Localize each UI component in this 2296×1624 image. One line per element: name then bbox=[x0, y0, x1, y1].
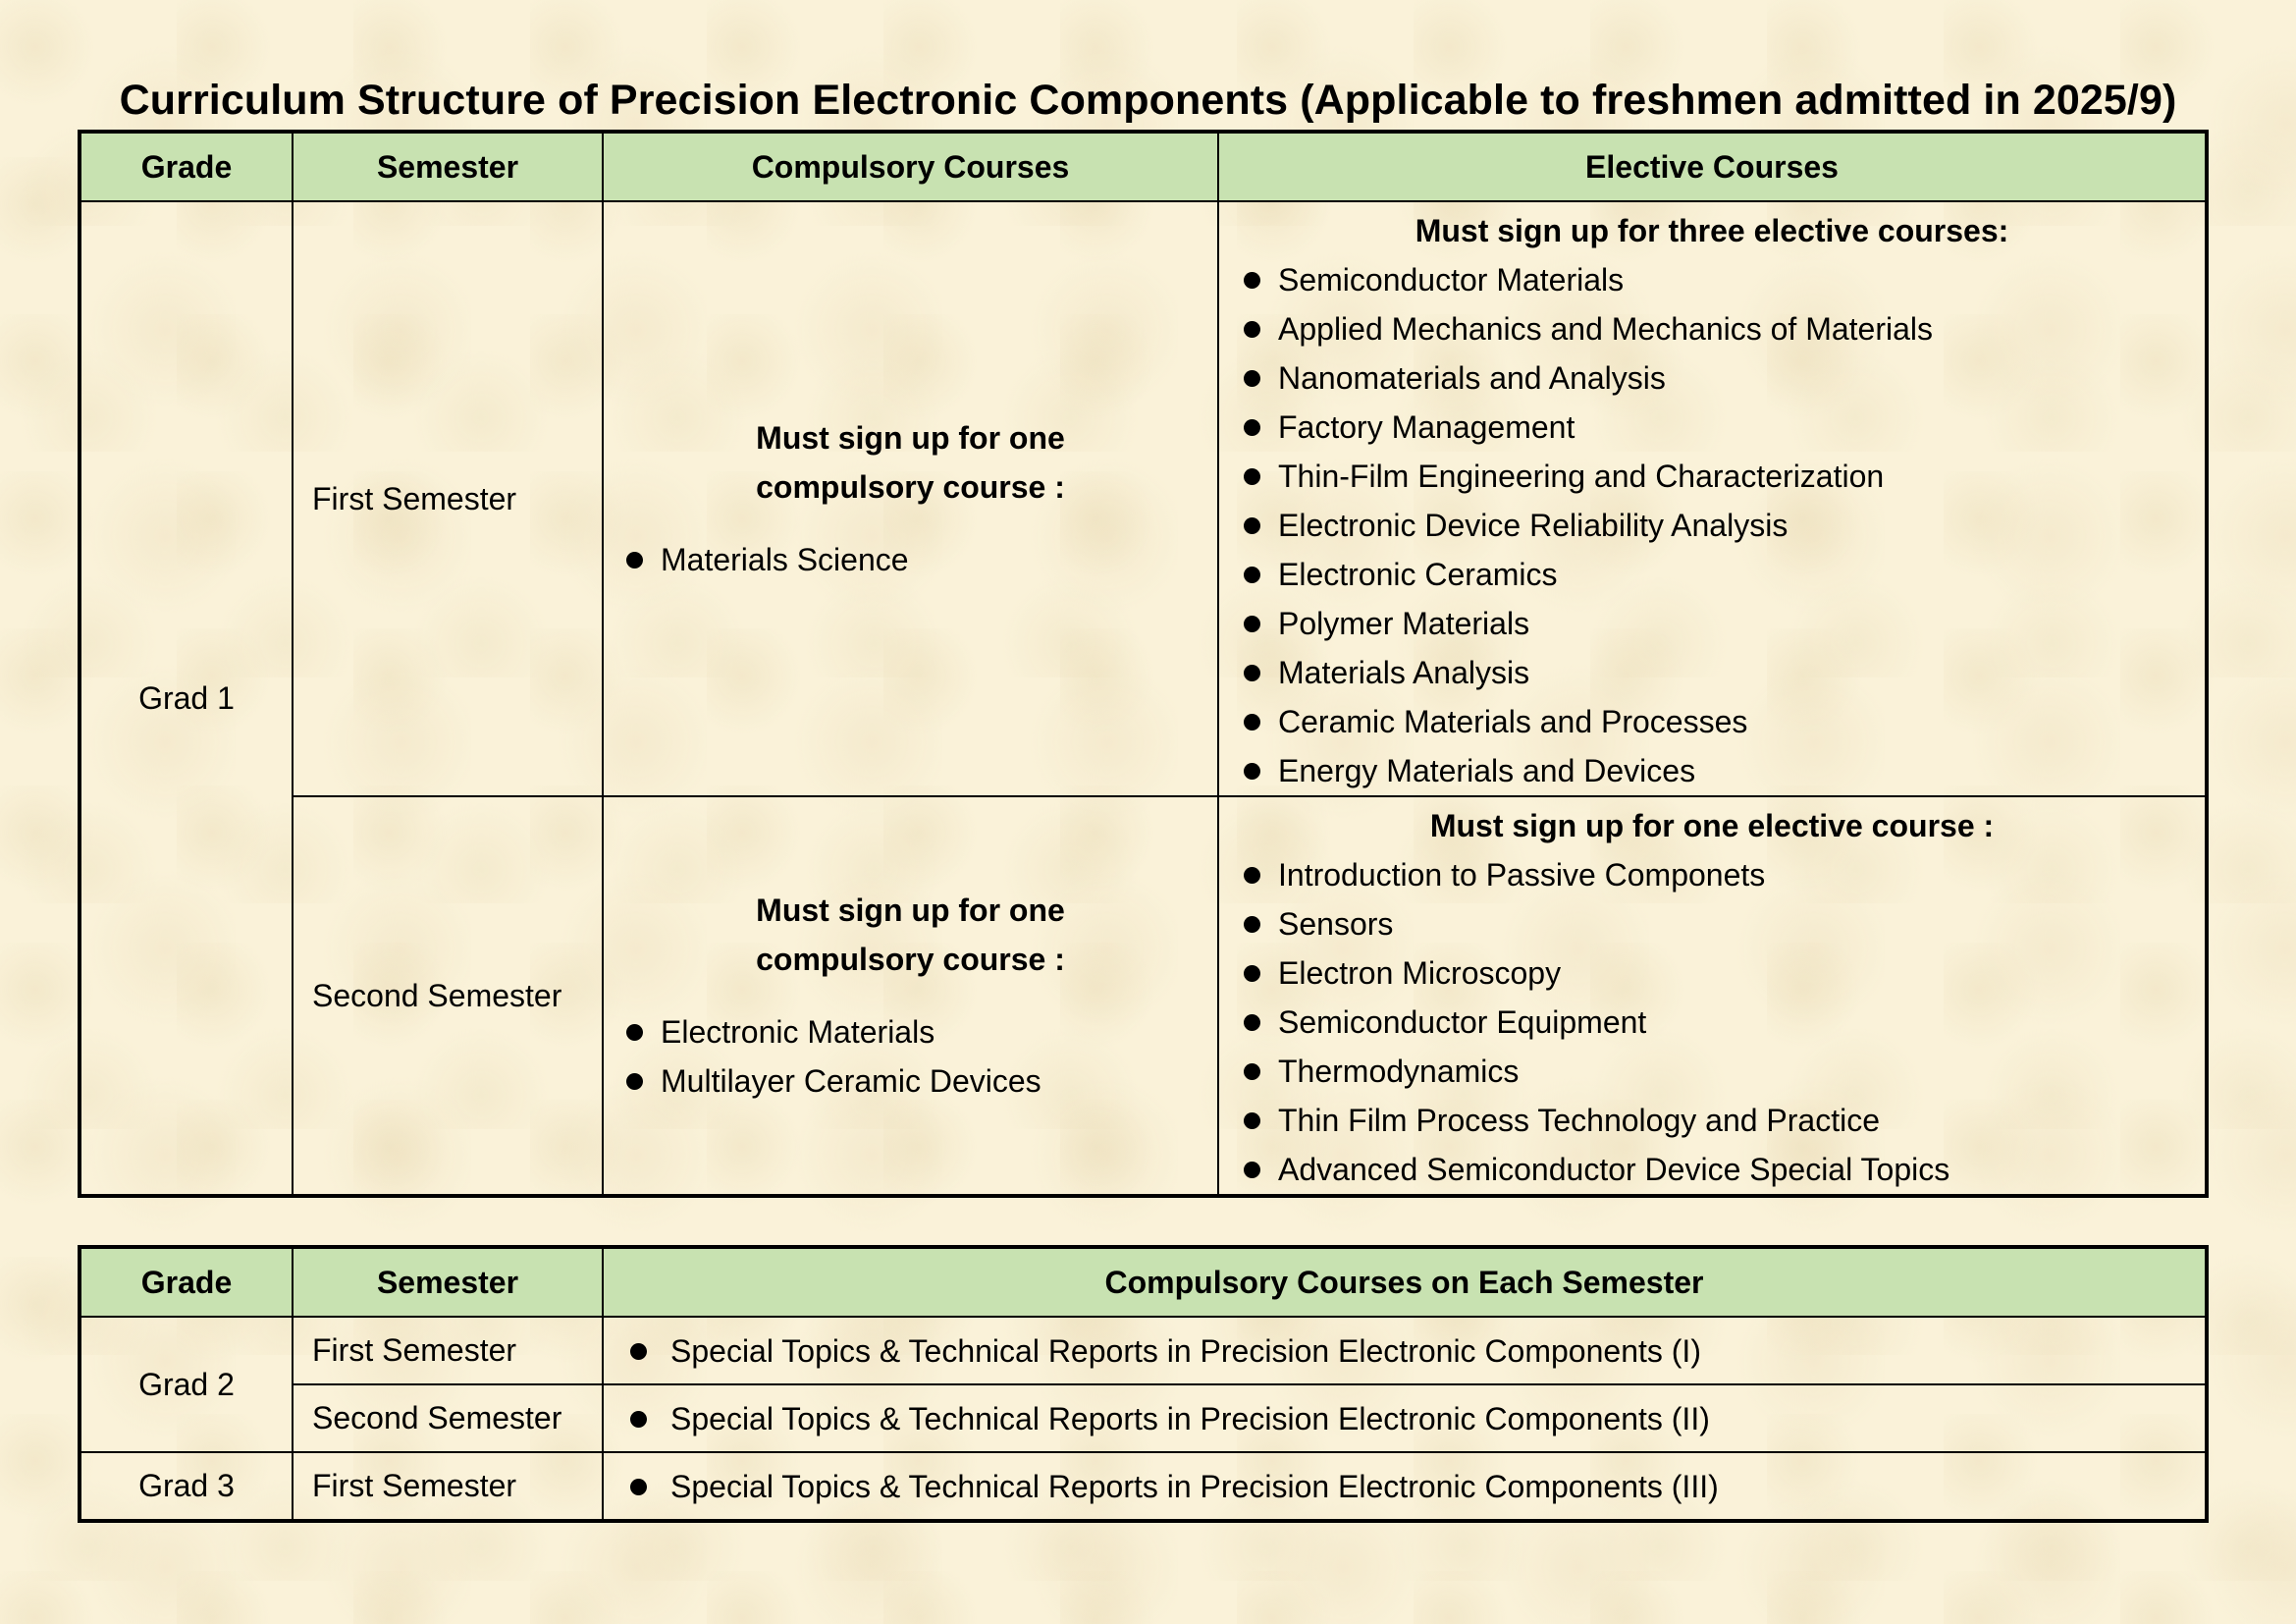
compulsory-heading: Must sign up for one compulsory course : bbox=[756, 893, 1065, 977]
elective-cell bbox=[1218, 201, 2207, 796]
header-compulsory-courses: Compulsory Courses bbox=[603, 132, 1218, 201]
bullet-icon bbox=[1244, 567, 1260, 583]
semester-cell: First Semester bbox=[293, 1452, 603, 1521]
table-header-row bbox=[80, 1247, 2207, 1317]
bullet-icon bbox=[1244, 1162, 1260, 1178]
header-semester: Semester bbox=[293, 1247, 603, 1317]
grade-cell: Grad 3 bbox=[80, 1452, 293, 1521]
list-item: Ceramic Materials and Processes bbox=[1241, 697, 2205, 746]
bullet-icon bbox=[1244, 272, 1260, 289]
header-compulsory-each-semester: Compulsory Courses on Each Semester bbox=[603, 1247, 2207, 1317]
bullet-icon bbox=[1244, 1063, 1260, 1080]
bullet-icon bbox=[1244, 419, 1260, 436]
bullet-icon bbox=[1244, 468, 1260, 485]
bullet-icon bbox=[1244, 916, 1260, 933]
header-semester: Semester bbox=[293, 132, 603, 201]
list-item: Sensors bbox=[1241, 899, 2205, 948]
semester-cell: First Semester bbox=[293, 201, 603, 796]
list-item: Thin Film Process Technology and Practice bbox=[1241, 1096, 2205, 1145]
bullet-icon bbox=[1244, 714, 1260, 731]
curriculum-table-grade2-3 bbox=[78, 1245, 2209, 1523]
semester-cell: Second Semester bbox=[293, 796, 603, 1196]
table-row bbox=[80, 796, 2207, 1196]
compulsory-list bbox=[623, 1007, 1217, 1106]
header-elective-courses: Elective Courses bbox=[1218, 132, 2207, 201]
table-row bbox=[80, 1384, 2207, 1452]
bullet-icon bbox=[626, 1024, 643, 1041]
list-item: Multilayer Ceramic Devices bbox=[623, 1056, 1217, 1106]
list-item: Materials Science bbox=[623, 535, 1217, 584]
table-header-row bbox=[80, 132, 2207, 201]
table-row bbox=[80, 201, 2207, 796]
compulsory-list bbox=[623, 535, 1217, 584]
list-item: Polymer Materials bbox=[1241, 599, 2205, 648]
semester-cell: Second Semester bbox=[293, 1384, 603, 1452]
compulsory-cell bbox=[603, 201, 1218, 796]
bullet-icon bbox=[626, 552, 643, 568]
bullet-icon bbox=[1244, 370, 1260, 387]
bullet-icon bbox=[1244, 965, 1260, 982]
compulsory-cell bbox=[603, 796, 1218, 1196]
list-item: Thin-Film Engineering and Characterization bbox=[1241, 452, 2205, 501]
list-item: Nanomaterials and Analysis bbox=[1241, 353, 2205, 403]
elective-heading: Must sign up for three elective courses: bbox=[1415, 213, 2009, 248]
list-item: Thermodynamics bbox=[1241, 1047, 2205, 1096]
course-cell bbox=[603, 1317, 2207, 1384]
bullet-icon bbox=[630, 1343, 647, 1360]
curriculum-table-grade1 bbox=[78, 130, 2209, 1198]
bullet-icon bbox=[1244, 1014, 1260, 1031]
list-item: Electron Microscopy bbox=[1241, 948, 2205, 998]
list-item: Electronic Device Reliability Analysis bbox=[1241, 501, 2205, 550]
table-row bbox=[80, 1452, 2207, 1521]
elective-list bbox=[1241, 850, 2205, 1194]
bullet-icon bbox=[1244, 321, 1260, 338]
bullet-icon bbox=[1244, 517, 1260, 534]
header-grade: Grade bbox=[80, 132, 293, 201]
list-item: Special Topics & Technical Reports in Precision Electronic Components (II) bbox=[627, 1394, 2205, 1443]
list-item: Materials Analysis bbox=[1241, 648, 2205, 697]
compulsory-heading: Must sign up for one compulsory course : bbox=[756, 420, 1065, 505]
list-item: Energy Materials and Devices bbox=[1241, 746, 2205, 795]
header-grade: Grade bbox=[80, 1247, 293, 1317]
grade-cell: Grad 2 bbox=[80, 1317, 293, 1452]
semester-cell: First Semester bbox=[293, 1317, 603, 1384]
page-title: Curriculum Structure of Precision Electronic Components (Applicable to freshmen admitted in 2025/9) bbox=[119, 77, 2177, 124]
bullet-icon bbox=[1244, 867, 1260, 884]
elective-cell bbox=[1218, 796, 2207, 1196]
elective-heading: Must sign up for one elective course : bbox=[1429, 808, 1995, 843]
list-item: Special Topics & Technical Reports in Precision Electronic Components (III) bbox=[627, 1462, 2205, 1511]
bullet-icon bbox=[1244, 616, 1260, 632]
bullet-icon bbox=[1244, 1112, 1260, 1129]
list-item: Introduction to Passive Componets bbox=[1241, 850, 2205, 899]
list-item: Semiconductor Materials bbox=[1241, 255, 2205, 304]
list-item: Factory Management bbox=[1241, 403, 2205, 452]
bullet-icon bbox=[630, 1411, 647, 1428]
list-item: Semiconductor Equipment bbox=[1241, 998, 2205, 1047]
list-item: Advanced Semiconductor Device Special Topics bbox=[1241, 1145, 2205, 1194]
list-item: Electronic Materials bbox=[623, 1007, 1217, 1056]
course-cell bbox=[603, 1384, 2207, 1452]
bullet-icon bbox=[626, 1073, 643, 1090]
list-item: Applied Mechanics and Mechanics of Materials bbox=[1241, 304, 2205, 353]
list-item: Electronic Ceramics bbox=[1241, 550, 2205, 599]
bullet-icon bbox=[1244, 665, 1260, 681]
bullet-icon bbox=[1244, 763, 1260, 780]
bullet-icon bbox=[630, 1479, 647, 1495]
table-row bbox=[80, 1317, 2207, 1384]
elective-list bbox=[1241, 255, 2205, 795]
grade-cell: Grad 1 bbox=[80, 201, 293, 1196]
course-cell bbox=[603, 1452, 2207, 1521]
list-item: Special Topics & Technical Reports in Precision Electronic Components (I) bbox=[627, 1326, 2205, 1376]
